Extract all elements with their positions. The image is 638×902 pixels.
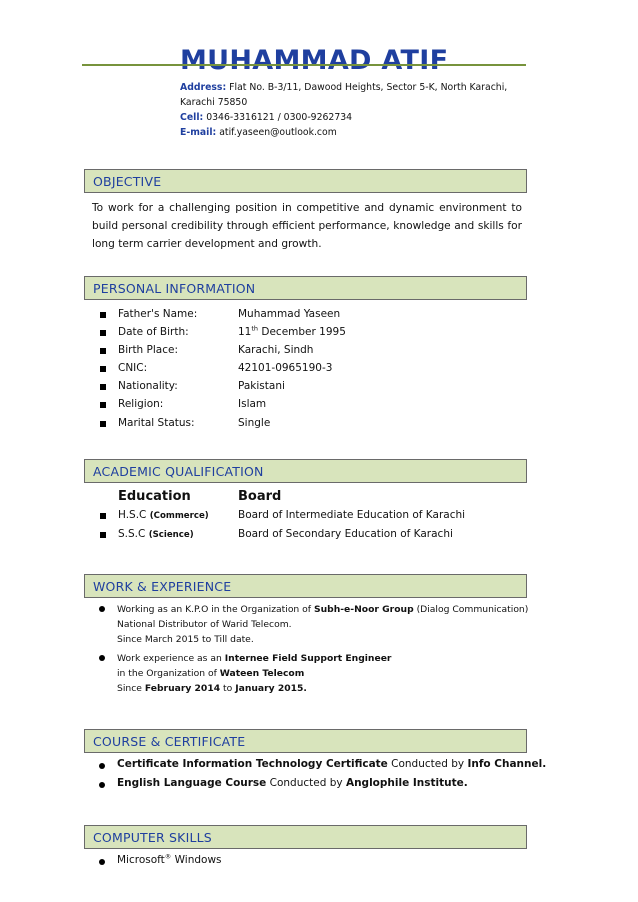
work-text: to	[220, 683, 236, 694]
personal-value: 42101-0965190-3	[238, 362, 333, 374]
square-bullet-icon	[100, 384, 106, 390]
work-date: February 2014	[144, 683, 221, 694]
email-label: E-mail:	[180, 127, 217, 138]
skill-item-windows	[117, 854, 222, 866]
email-value: atif.yaseen@outlook.com	[219, 127, 337, 138]
course-institute: Anglophile Institute.	[345, 777, 468, 789]
round-bullet-icon	[99, 859, 105, 865]
section-work-experience	[84, 574, 527, 598]
personal-value: Muhammad Yaseen	[238, 308, 341, 320]
work-text: in the Organization of	[117, 668, 220, 679]
work-text: Working as an K.P.O in the Organization of	[117, 604, 314, 615]
section-title-work: WORK & EXPERIENCE	[93, 579, 232, 594]
work-text: Work experience as an	[117, 653, 225, 664]
work-role: Internee Field Support Engineer	[224, 653, 392, 664]
personal-label: Birth Place:	[118, 344, 179, 356]
degree-cell	[118, 528, 194, 540]
section-title-objective: OBJECTIVE	[93, 174, 162, 189]
skill-text: Windows	[171, 854, 222, 866]
course-institute: Info Channel.	[467, 758, 547, 770]
work-line: Since March 2015 to Till date.	[117, 634, 254, 645]
address-label: Address:	[180, 82, 227, 93]
course-name: English Language Course	[117, 777, 267, 789]
course-text: Conducted by	[387, 758, 468, 770]
section-personal-information	[84, 276, 527, 300]
personal-value: Karachi, Sindh	[238, 344, 314, 356]
dob-day: 11	[238, 326, 252, 338]
work-item-kpo	[117, 602, 528, 647]
board-name: Board of Secondary Education of Karachi	[238, 528, 453, 540]
work-text: Since	[117, 683, 145, 694]
section-course-certificate	[84, 729, 527, 753]
personal-label: Religion:	[118, 398, 164, 410]
personal-value: Islam	[238, 398, 267, 410]
board-heading: Board	[238, 489, 282, 504]
candidate-name: MUHAMMAD ATIF	[180, 45, 449, 76]
section-title-course: COURSE & CERTIFICATE	[93, 734, 246, 749]
course-name: Certificate Information Technology Certificate	[117, 758, 388, 770]
course-text: Conducted by	[266, 777, 346, 789]
personal-value	[238, 326, 346, 338]
personal-label: Date of Birth:	[118, 326, 189, 338]
section-computer-skills	[84, 825, 527, 849]
square-bullet-icon	[100, 532, 106, 538]
work-company: Subh-e-Noor Group	[313, 604, 414, 615]
personal-label: Father's Name:	[118, 308, 198, 320]
section-title-personal: PERSONAL INFORMATION	[93, 281, 256, 296]
course-item-english	[117, 777, 468, 789]
degree-cell	[118, 509, 209, 521]
work-line	[117, 602, 528, 617]
square-bullet-icon	[100, 312, 106, 318]
registered-mark: ®	[164, 852, 172, 861]
square-bullet-icon	[100, 402, 106, 408]
board-name: Board of Intermediate Education of Karachi	[238, 509, 466, 521]
degree-stream: (Science)	[148, 530, 194, 540]
work-line	[117, 681, 391, 696]
round-bullet-icon	[99, 782, 105, 788]
objective-text: To work for a challenging position in competitive and dynamic environment to build personal credibility through efficient performance, knowledge and skills for long term carrier development and growth.	[92, 202, 522, 250]
round-bullet-icon	[99, 763, 105, 769]
personal-label: Nationality:	[118, 380, 178, 392]
dob-rest: December 1995	[258, 326, 346, 338]
section-title-skills: COMPUTER SKILLS	[93, 830, 212, 845]
personal-label: CNIC:	[118, 362, 148, 374]
work-date: January 2015.	[235, 683, 307, 694]
square-bullet-icon	[100, 366, 106, 372]
work-item-internee	[117, 651, 391, 696]
degree-name: S.S.C	[118, 528, 146, 540]
degree-name: H.S.C	[118, 509, 147, 521]
section-objective	[84, 169, 527, 193]
skill-text: Microsoft	[117, 854, 165, 866]
square-bullet-icon	[100, 348, 106, 354]
personal-label: Marital Status:	[118, 417, 195, 429]
cell-label: Cell:	[180, 112, 204, 123]
work-line	[117, 666, 391, 681]
section-academic-qualification	[84, 459, 527, 483]
course-item-it	[117, 758, 546, 770]
personal-value: Single	[238, 417, 271, 429]
work-company: Wateen Telecom	[219, 668, 305, 679]
address-value: Flat No. B-3/11, Dawood Heights, Sector 5-K, North Karachi, Karachi 75850	[180, 82, 508, 108]
square-bullet-icon	[100, 330, 106, 336]
work-line	[117, 651, 391, 666]
personal-value: Pakistani	[238, 380, 285, 392]
cell-line	[180, 110, 520, 125]
dob-suffix: th	[251, 324, 259, 333]
header-rule	[82, 64, 526, 66]
square-bullet-icon	[100, 513, 106, 519]
work-text: (Dialog Communication)	[413, 604, 529, 615]
section-title-academic: ACADEMIC QUALIFICATION	[93, 464, 264, 479]
email-line	[180, 125, 520, 140]
round-bullet-icon	[99, 655, 105, 661]
cell-value: 0346-3316121 / 0300-9262734	[206, 112, 353, 123]
square-bullet-icon	[100, 421, 106, 427]
address-line	[180, 80, 520, 110]
contact-block	[180, 80, 520, 140]
degree-stream: (Commerce)	[149, 511, 209, 521]
education-heading: Education	[118, 489, 191, 504]
work-line: National Distributor of Warid Telecom.	[117, 619, 292, 630]
round-bullet-icon	[99, 606, 105, 612]
